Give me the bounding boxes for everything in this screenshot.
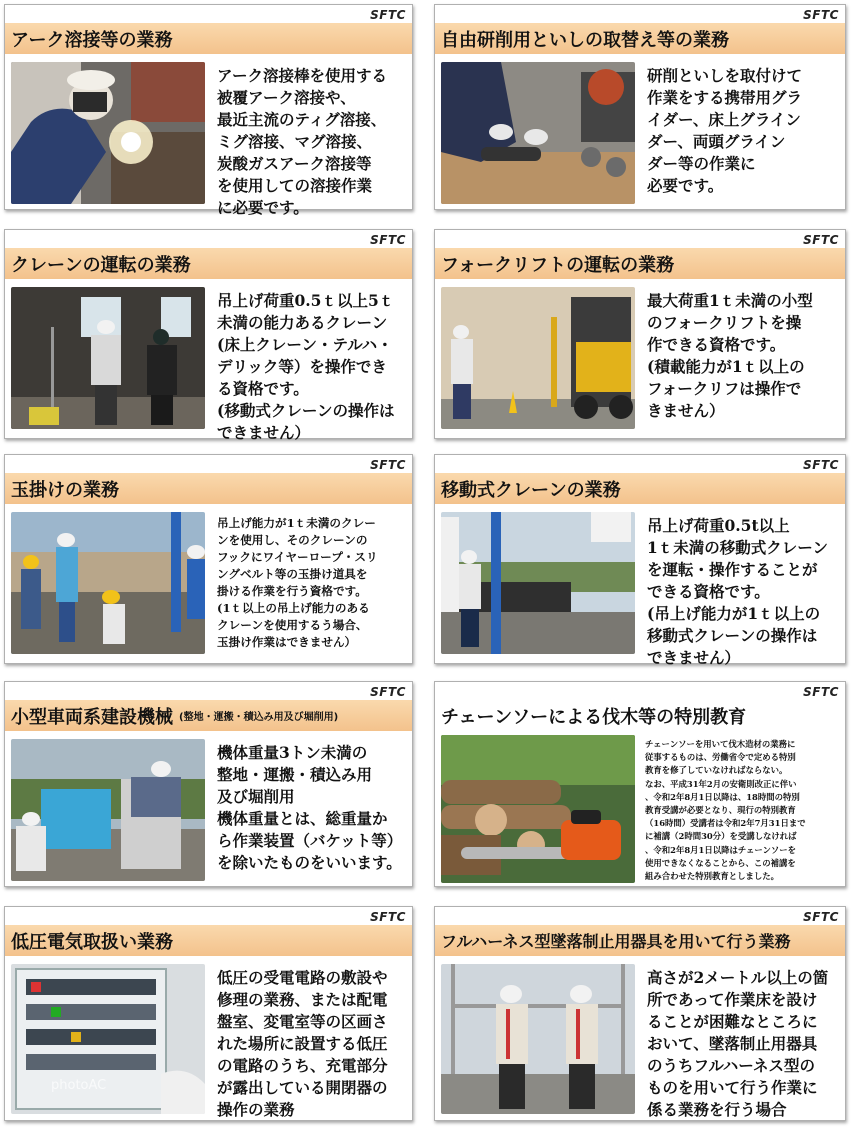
grinder-photo [441, 62, 635, 204]
card-full-harness [434, 906, 846, 1121]
card-mobile-crane [434, 454, 846, 667]
card-description: アーク溶接棒を使用する 被覆アーク溶接や、 最近主流のティグ溶接、 ミグ溶接、マグ溶接、 炭酸ガスアーク溶接等 を使用しての溶接作業 に必要です。 [217, 66, 388, 217]
card-title: 自由研削用といしの取替え等の業務 [441, 29, 729, 51]
card-title: クレーンの運転の業務 [11, 254, 191, 276]
card-title-band [435, 925, 845, 956]
card-title-band [5, 925, 412, 956]
card-title-band [5, 23, 412, 54]
card-slinging [4, 454, 413, 664]
construction-machine-photo [11, 739, 205, 881]
card-description: チェーンソーを用いて伐木造材の業務に 従事するものは、労働省令で定める特別 教育を修了していなければならない。 なお、平成31年2月の安衛則改正に伴い 、令和2年8月1日以降は、18時間の特別 教育受講が必要となり、現行の特別教育 （16時間）受講者は令和2年7月31日まで に補講（2時間30分）を受講しなければ 、令和2年8月1日以降はチェーンソーを 使用できなくなることから、この補講を 組み合わせた特別教育としました。 [645, 739, 806, 882]
card-description: 吊上げ荷重0.5t以上 1ｔ未満の移動式クレーン を運転・操作することが できる資格です。 (吊上げ能力が1ｔ以上の 移動式クレーンの操作は できません） [647, 516, 828, 667]
card-crane-operation [4, 229, 413, 442]
watermark-text: photoAC [51, 1078, 107, 1093]
card-description: 吊上げ荷重0.5ｔ以上5ｔ 未満の能力あるクレーン (床上クレーン・テルハ・ デリック等）を操作でき る資格です。 (移動式クレーンの操作は できません） [217, 291, 395, 442]
card-description: 機体重量3トン未満の 整地・運搬・積込み用 及び堀削用 機体重量とは、総重量か ら作業装置（バケット等） を除いたものをいいます。 [217, 743, 403, 872]
card-title-band [5, 700, 412, 731]
sftc-logo: SFTC [370, 233, 406, 247]
card-chainsaw [434, 681, 846, 887]
card-description: 最大荷重1ｔ未満の小型 のフォークリフトを操 作できる資格です。 (積載能力が1ｔ以上の フォークリフは操作で きません） [647, 291, 813, 420]
card-title-band [5, 473, 412, 504]
sftc-logo: SFTC [370, 910, 406, 924]
electrical-panel-photo [11, 964, 205, 1114]
card-arc-welding [4, 4, 413, 217]
card-title: アーク溶接等の業務 [11, 29, 173, 51]
sftc-logo: SFTC [803, 685, 839, 699]
card-title: チェーンソーによる伐木等の特別教育 [441, 706, 747, 728]
card-title: 低圧電気取扱い業務 [11, 931, 173, 953]
full-harness-photo [441, 964, 635, 1114]
card-title: フォークリフトの運転の業務 [441, 254, 675, 276]
forklift-photo [441, 287, 635, 429]
card-description: 吊上げ能力が1ｔ未満のクレー ンを使用し、そのクレーンの フックにワイヤーロープ・スリ ングベルト等の玉掛け道具を 掛ける作業を行う資格です。 (1ｔ以上の吊上げ能力のある クレーンを使用するう場合、 玉掛け作業はできません） [217, 516, 378, 649]
sftc-logo: SFTC [803, 458, 839, 472]
card-title: フルハーネス型墜落制止用器具を用いて行う業務 [441, 932, 791, 951]
card-title: 玉掛けの業務 [11, 479, 119, 501]
card-title: 移動式クレーンの業務 [441, 479, 621, 501]
sftc-logo: SFTC [370, 685, 406, 699]
card-description: 低圧の受電電路の敷設や 修理の業務、または配電 盤室、変電室等の区画さ れた場所に設置する低圧 の電路のうち、充電部分 が露出している開閉器の 操作の業務 [217, 968, 388, 1119]
slinging-photo [11, 512, 205, 654]
sftc-logo: SFTC [370, 8, 406, 22]
card-description: 高さが2メートル以上の箇 所であって作業床を設け ることが困難なところに おいて、墜落制止用器具 のうちフルハーネス型の ものを用いて行う作業に 係る業務を行う場合 [647, 968, 829, 1119]
card-forklift [434, 229, 846, 439]
card-low-voltage [4, 906, 413, 1121]
card-subtitle: (整地・運搬・積込み用及び堀削用) [179, 712, 339, 723]
card-title-band [435, 23, 845, 54]
mobile-crane-photo [441, 512, 635, 654]
card-grinder [434, 4, 846, 210]
sftc-logo: SFTC [803, 910, 839, 924]
sftc-logo: SFTC [370, 458, 406, 472]
card-title-band [435, 248, 845, 279]
crane-operation-photo [11, 287, 205, 429]
sftc-logo: SFTC [803, 233, 839, 247]
card-title: 小型車両系建設機械 [11, 706, 173, 728]
chainsaw-photo [441, 735, 635, 883]
card-description: 研削といしを取付けて 作業をする携帯用グラ イダー、床上グライン ダー、両頭グライン ダー等の作業に 必要です。 [647, 66, 803, 195]
arc-welding-photo [11, 62, 205, 204]
sftc-logo: SFTC [803, 8, 839, 22]
card-title-band [5, 248, 412, 279]
card-title-band [435, 473, 845, 504]
card-title-band [435, 700, 845, 731]
card-construction-machine [4, 681, 413, 887]
